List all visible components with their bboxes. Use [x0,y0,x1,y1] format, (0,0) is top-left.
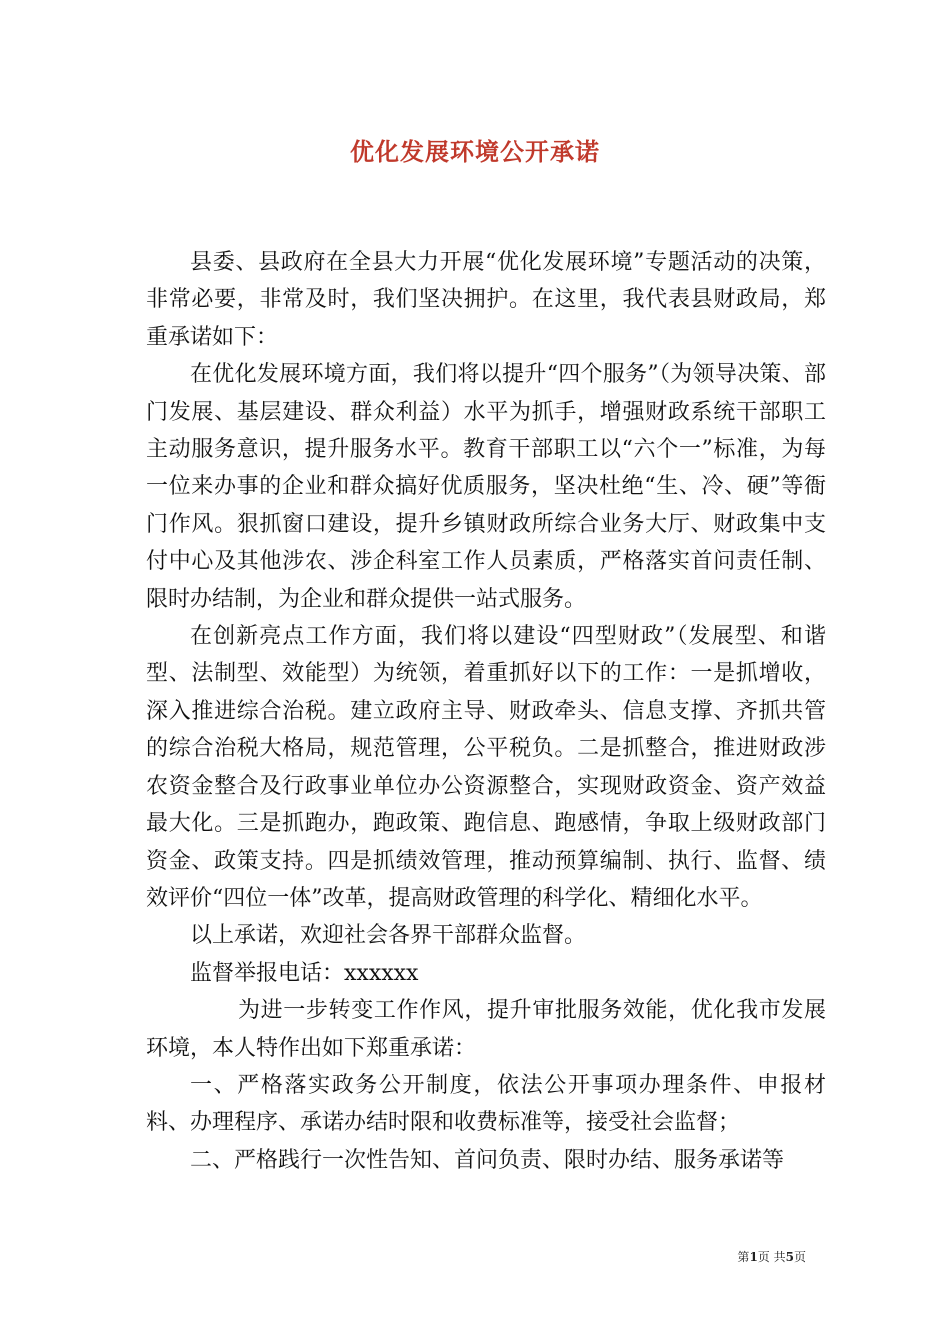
paragraph-intro: 县委、县政府在全县大力开展“优化发展环境”专题活动的决策，非常必要，非常及时，我们坚决拥护。在这里，我代表县财政局，郑重承诺如下： [146,250,826,350]
footer-total-pages: 5 [785,1250,794,1264]
paragraph-commitment-intro: 为进一步转变工作作风，提升审批服务效能，优化我市发展环境，本人特作出如下郑重承诺： [146,998,826,1061]
paragraph-environment: 在优化发展环境方面，我们将以提升“四个服务”（为领导决策、部门发展、基层建设、群众利益）水平为抓手，增强财政系统干部职工主动服务意识，提升服务水平。教育干部职工以“六个一”标准，为每一位来办事的企业和群众搞好优质服务，坚决杜绝“生、冷、硬”等衙门作风。狠抓窗口建设，提升乡镇财政所综合业务大厅、财政集中支付中心及其他涉农、涉企科室工作人员素质，严格落实首问责任制、限时办结制，为企业和群众提供一站式服务。 [146,362,826,612]
paragraph-item-1: 一、严格落实政务公开制度，依法公开事项办理条件、申报材料、办理程序、承诺办结时限和收费标准等，接受社会监督； [146,1072,826,1136]
footer-middle: 页 共 [757,1250,786,1264]
footer-prefix: 第 [737,1250,750,1264]
paragraph-item-2: 二、严格践行一次性告知、首问负责、限时办结、服务承诺等 [190,1147,785,1173]
paragraph-innovation: 在创新亮点工作方面，我们将以建设“四型财政”（发展型、和谐型、法制型、效能型）为统领，着重抓好以下的工作：一是抓增收，深入推进综合治税。建立政府主导、财政牵头、信息支撑、齐抓共管的综合治税大格局，规范管理，公平税负。二是抓整合，推进财政涉农资金整合及行政事业单位办公资源整合，实现财政资金、资产效益最大化。三是抓跑办，跑政策、跑信息、跑感情，争取上级财政部门资金、政策支持。四是抓绩效管理，推动预算编制、执行、监督、绩效评价“四位一体”改革，提高财政管理的科学化、精细化水平。 [146,624,826,911]
paragraph-supervision: 以上承诺，欢迎社会各界干部群众监督。 [190,923,587,949]
footer-suffix: 页 [793,1250,806,1264]
document-body [146,244,826,1179]
paragraph-hotline: 监督举报电话：xxxxxx [190,960,419,986]
footer-current-page: 1 [749,1250,758,1264]
document-title: 优化发展环境公开承诺 [350,137,600,166]
page-number-footer [737,1248,806,1265]
